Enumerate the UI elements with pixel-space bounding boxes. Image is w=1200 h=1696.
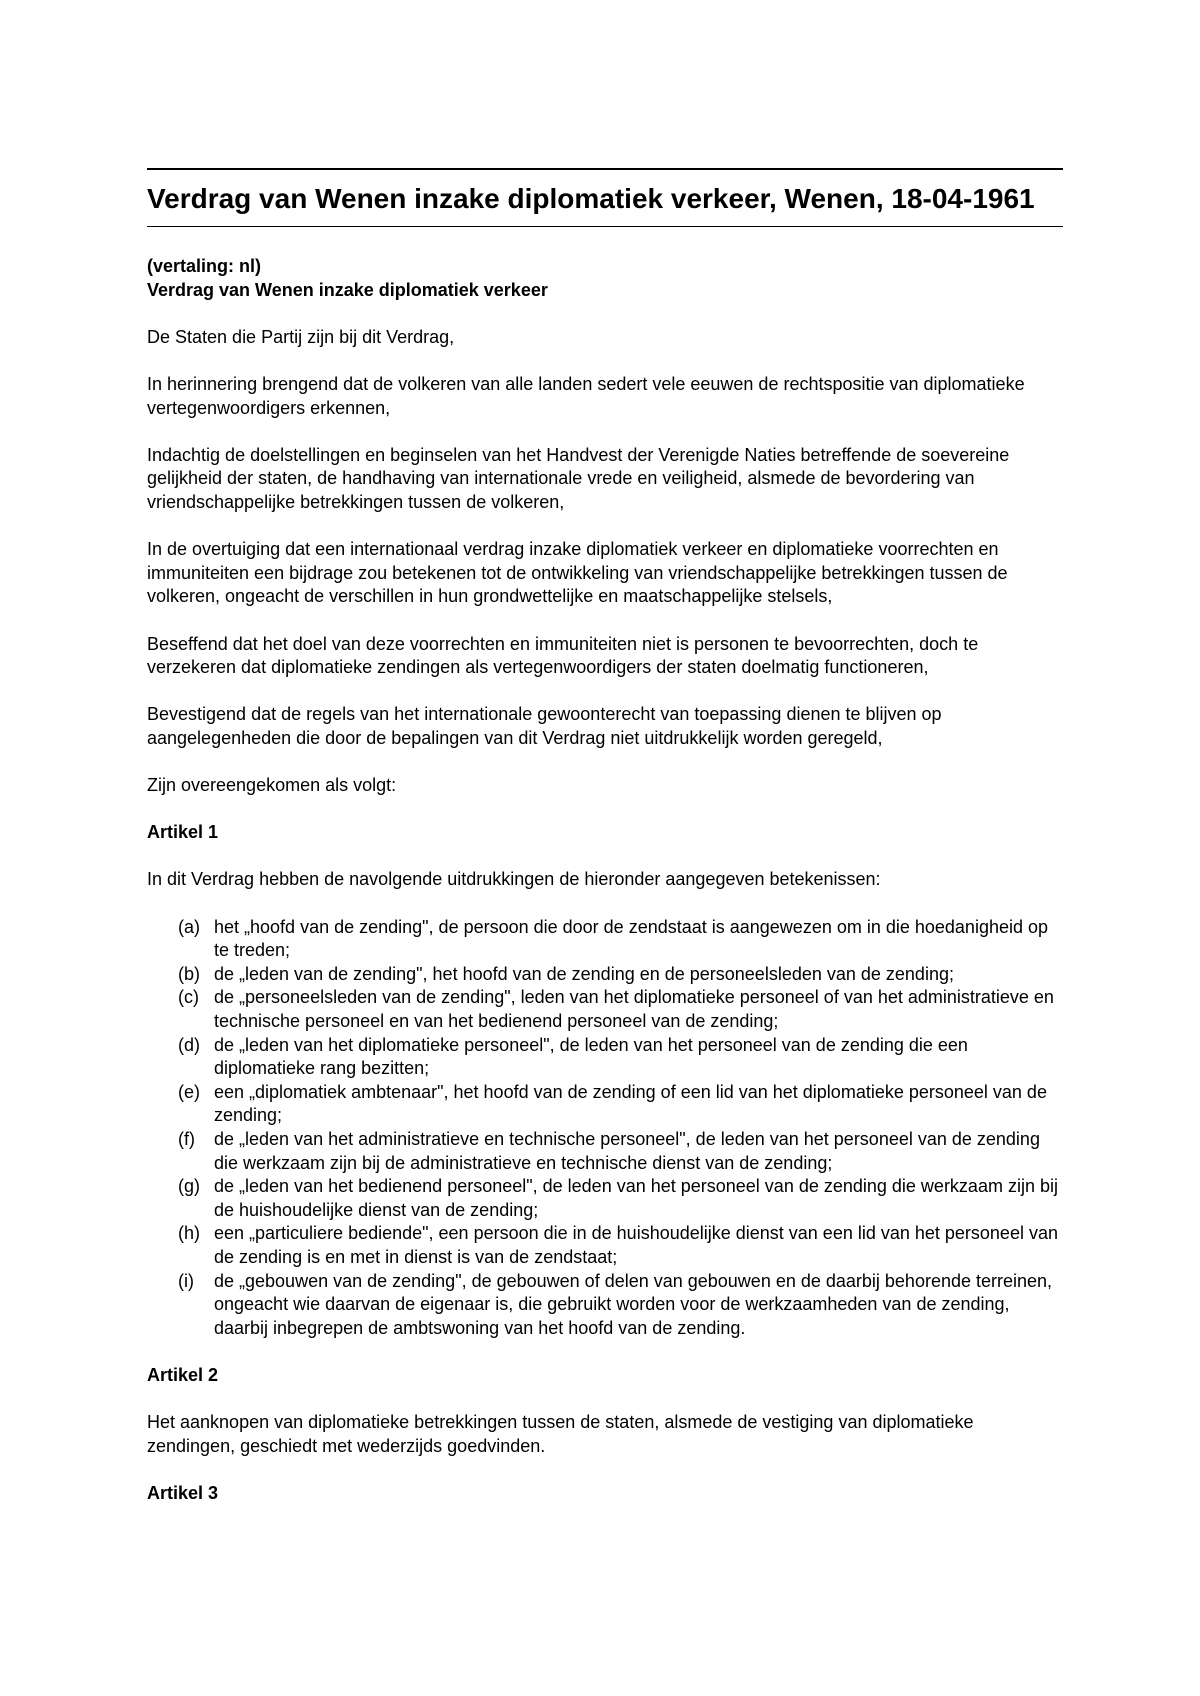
document-title: Verdrag van Wenen inzake diplomatiek verkeer, Wenen, 18-04-1961 (147, 183, 1035, 214)
list-item (147, 986, 1063, 1033)
list-item (147, 1034, 1063, 1081)
list-item (147, 963, 1063, 987)
list-item-marker: (f) (178, 1128, 195, 1149)
list-item-marker: (c) (178, 987, 199, 1008)
article-1-heading: Artikel 1 (147, 822, 219, 843)
article-1-intro: In dit Verdrag hebben de navolgende uitdrukkingen de hieronder aangegeven betekenissen: (147, 869, 881, 890)
list-item-text: een „diplomatiek ambtenaar", het hoofd van de zending of een lid van het diplomatieke personeel van de zending; (214, 1081, 1047, 1126)
list-item-marker: (h) (178, 1223, 200, 1244)
list-item (147, 916, 1063, 963)
document-page (147, 168, 1063, 1529)
article-2-heading: Artikel 2 (147, 1364, 219, 1385)
definitions-list (147, 916, 1063, 1341)
list-item (147, 1128, 1063, 1175)
list-item-text: de „gebouwen van de zending", de gebouwen of delen van gebouwen en de daarbij behorende terreinen, ongeacht wie daarvan de eigenaar is, die gebruikt worden voor de werkzaamheden van de zending, daarbij inbegrepen de ambtswoning van het hoofd van de zending. (214, 1270, 1053, 1338)
list-item-text: de „personeelsleden van de zending", leden van het diplomatieke personeel of van het administratieve en technische personeel en van het bedienend personeel van de zending; (214, 987, 1054, 1031)
list-item-marker: (d) (178, 1034, 200, 1055)
preamble-paragraph: De Staten die Partij zijn bij dit Verdrag, (147, 326, 455, 347)
preamble-paragraph: Indachtig de doelstellingen en beginselen van het Handvest der Verenigde Naties betreffende de soevereine gelijkheid der staten, de handhaving van internationale vrede en veiligheid, alsmede de bevordering van vriendschappelijke betrekkingen tussen de volkeren, (147, 444, 1010, 512)
preamble-paragraph: In de overtuiging dat een internationaal verdrag inzake diplomatiek verkeer en diplomatieke voorrechten en immuniteiten een bijdrage zou betekenen tot de ontwikkeling van vriendschappelijke betrekkingen tussen de volkeren, ongeacht de verschillen in hun grondwettelijke en maatschappelijke stelsels, (147, 539, 1008, 607)
article-2-text: Het aanknopen van diplomatieke betrekkingen tussen de staten, alsmede de vestiging van diplomatieke zendingen, geschiedt met wederzijds goedvinden. (147, 1412, 974, 1456)
list-item-text: een „particuliere bediende", een persoon die in de huishoudelijke dienst van een lid van het personeel van de zending is en met in dienst is van de zendstaat; (214, 1223, 1058, 1267)
list-item (147, 1222, 1063, 1269)
list-item (147, 1175, 1063, 1222)
list-item (147, 1270, 1063, 1341)
list-item-marker: (g) (178, 1176, 200, 1197)
list-item-text: de „leden van het administratieve en technische personeel", de leden van het personeel van de zending die werkzaam zijn bij de administratieve en technische dienst van de zending; (214, 1128, 1040, 1173)
document-subtitle: Verdrag van Wenen inzake diplomatiek verkeer (147, 279, 548, 300)
article-3-heading: Artikel 3 (147, 1482, 219, 1503)
preamble-paragraph: Bevestigend dat de regels van het internationale gewoonterecht van toepassing dienen te blijven op aangelegenheden die door de bepalingen van dit Verdrag niet uitdrukkelijk worden geregeld, (147, 704, 942, 748)
preamble-paragraph: Zijn overeengekomen als volgt: (147, 775, 397, 796)
list-item-text: de „leden van de zending", het hoofd van de zending en de personeelsleden van de zending; (214, 963, 954, 984)
translation-note: (vertaling: nl) (147, 256, 262, 276)
title-bottom-rule (147, 226, 1063, 227)
list-item-text: de „leden van het diplomatieke personeel", de leden van het personeel van de zending die een diplomatieke rang bezitten; (214, 1034, 968, 1079)
list-item (147, 1081, 1063, 1128)
list-item-marker: (a) (178, 916, 200, 937)
list-item-text: het „hoofd van de zending", de persoon die door de zendstaat is aangewezen om in die hoedanigheid op te treden; (214, 916, 1049, 961)
list-item-marker: (b) (178, 963, 200, 984)
list-item-marker: (i) (178, 1270, 194, 1291)
title-top-rule (147, 168, 1063, 170)
preamble-paragraph: Beseffend dat het doel van deze voorrechten en immuniteiten niet is personen te bevoorrechten, doch te verzekeren dat diplomatieke zendingen als vertegenwoordigers der staten doelmatig functioneren, (147, 633, 979, 678)
list-item-marker: (e) (178, 1081, 200, 1102)
document-body (147, 255, 1063, 1505)
preamble-paragraph: In herinnering brengend dat de volkeren van alle landen sedert vele eeuwen de rechtspositie van diplomatieke vertegenwoordigers erkennen, (147, 373, 1025, 418)
list-item-text: de „leden van het bedienend personeel", de leden van het personeel van de zending die werkzaam zijn bij de huishoudelijke dienst van de zending; (214, 1176, 1058, 1220)
